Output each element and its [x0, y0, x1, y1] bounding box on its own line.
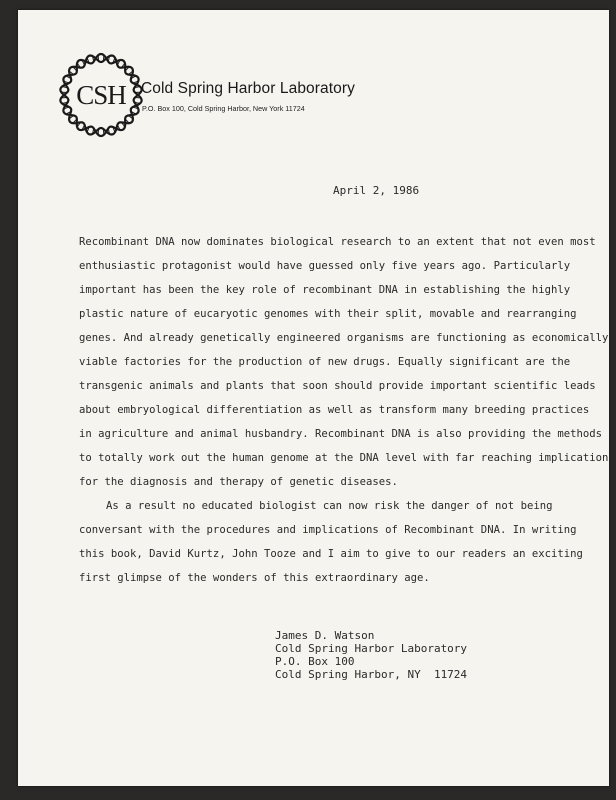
- signature-name: James D. Watson: [275, 629, 375, 642]
- letter-date: April 2, 1986: [333, 184, 420, 197]
- signature-organization: Cold Spring Harbor Laboratory: [275, 642, 468, 655]
- body-line: for the diagnosis and therapy of genetic diseases.: [79, 476, 398, 488]
- body-line: this book, David Kurtz, John Tooze and I aim to give to our readers an exciting: [79, 548, 583, 560]
- body-line: about embryological differentiation as well as transform many breeding practices: [79, 404, 590, 416]
- body-line: viable factories for the production of new drugs. Equally significant are the: [79, 356, 571, 368]
- body-line: first glimpse of the wonders of this extraordinary age.: [79, 572, 430, 584]
- logo-text: CSH: [76, 80, 126, 110]
- signature-block: [275, 629, 467, 681]
- body-line: in agriculture and animal husbandry. Recombinant DNA is also providing the methods: [79, 428, 602, 440]
- letter-page: [18, 10, 609, 786]
- body-line: plastic nature of eucaryotic genomes with their split, movable and rearranging: [79, 308, 577, 320]
- body-line: conversant with the procedures and implications of Recombinant DNA. In writing: [79, 524, 577, 536]
- signature-city: Cold Spring Harbor, NY 11724: [275, 668, 468, 681]
- body-line: Recombinant DNA now dominates biological research to an extent that not even most: [79, 236, 596, 248]
- organization-address: P.O. Box 100, Cold Spring Harbor, New York 11724: [142, 104, 305, 113]
- body-line: enthusiastic protagonist would have guessed only five years ago. Particularly: [79, 260, 571, 272]
- body-line: to totally work out the human genome at the DNA level with far reaching implication: [79, 452, 609, 464]
- csh-logo-icon: [57, 51, 145, 139]
- signature-po-box: P.O. Box 100: [275, 655, 355, 668]
- body-line: important has been the key role of recombinant DNA in establishing the highly: [79, 284, 571, 296]
- body-line: As a result no educated biologist can now risk the danger of not being: [106, 500, 553, 512]
- body-line: genes. And already genetically engineered organisms are functioning as economically: [79, 332, 609, 344]
- body-line: transgenic animals and plants that soon should provide important scientific leads: [79, 380, 596, 392]
- organization-name: Cold Spring Harbor Laboratory: [141, 80, 355, 97]
